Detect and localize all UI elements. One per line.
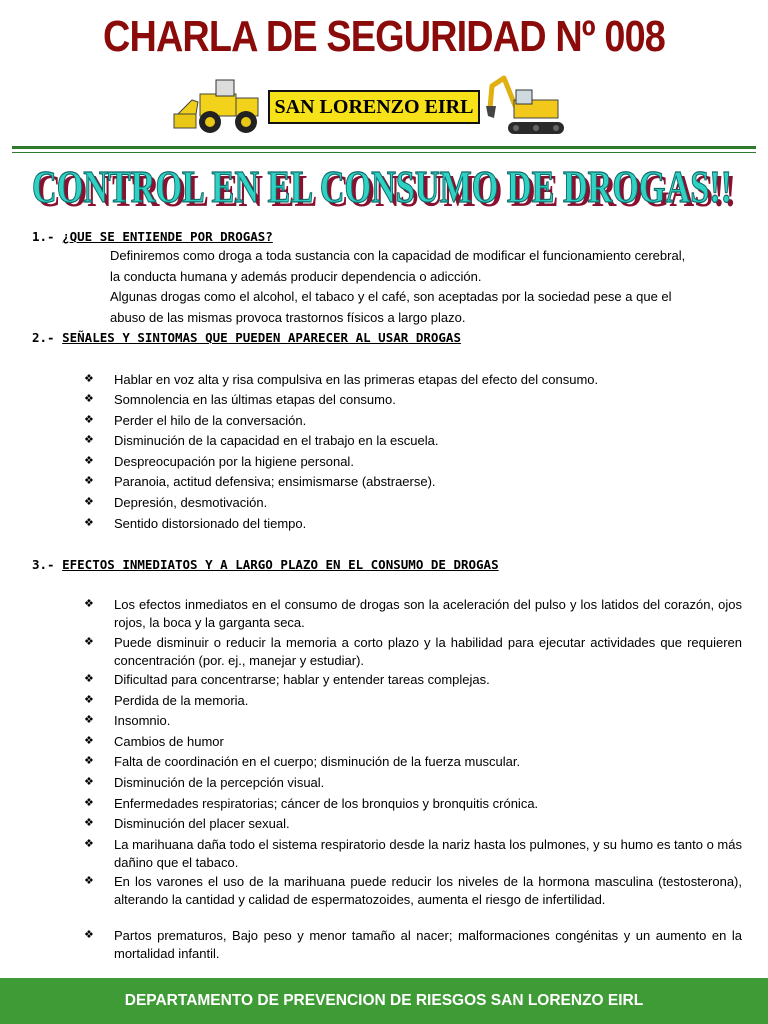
section1-line: Definiremos como droga a toda sustancia con la capacidad de modificar el funcionamiento cerebral,: [110, 248, 686, 263]
bullet-icon: ❖: [84, 373, 94, 385]
list-item: ❖ Disminución de la percepción visual.: [84, 775, 325, 790]
bullet-icon: ❖: [84, 929, 94, 941]
divider-line-thin: [12, 152, 756, 153]
list-item: ❖ Paranoia, actitud defensiva; ensimismarse (abstraerse).: [84, 474, 436, 489]
subtitle-banner: [14, 156, 754, 218]
bullet-icon: ❖: [84, 496, 94, 508]
section1-number: 1.-: [32, 229, 63, 244]
bullet-icon: ❖: [84, 393, 94, 405]
bullet-icon: ❖: [84, 636, 94, 648]
list-item: ❖ Despreocupación por la higiene personal.: [84, 454, 354, 469]
bullet-icon: ❖: [84, 714, 94, 726]
bullet-icon: ❖: [84, 517, 94, 529]
footer-banner: DEPARTAMENTO DE PREVENCION DE RIESGOS SAN LORENZO EIRL: [0, 978, 768, 1024]
list-item: ❖ Sentido distorsionado del tiempo.: [84, 516, 307, 531]
section2-heading: [32, 330, 461, 345]
bullet-icon: ❖: [84, 414, 94, 426]
bullet-icon: ❖: [84, 776, 94, 788]
bullet-icon: ❖: [84, 838, 94, 850]
list-item: ❖ La marihuana daña todo el sistema respiratorio desde la nariz hasta los pulmones, y su humo es tanto o más dañino que el tabaco.: [84, 837, 742, 870]
list-item: ❖ Los efectos inmediatos en el consumo de drogas son la aceleración del pulso y los latidos del corazón, ojos rojos, la boca y la garganta seca.: [84, 597, 742, 630]
section1-heading-text: ¿QUE SE ENTIENDE POR DROGAS?: [62, 229, 273, 244]
bullet-icon: ❖: [84, 455, 94, 467]
bullet-icon: ❖: [84, 755, 94, 767]
list-item: ❖ Puede disminuir o reducir la memoria a corto plazo y la habilidad para ejecutar actividades que requieren concentración (por. ej., manejar y estudiar).: [84, 635, 742, 668]
section3-number: 3.-: [32, 557, 63, 572]
list-item: ❖ Somnolencia en las últimas etapas del consumo.: [84, 392, 396, 407]
list-item: ❖ Perder el hilo de la conversación.: [84, 413, 307, 428]
subtitle-text: CONTROL EN EL CONSUMO DE DROGAS!!: [32, 161, 732, 212]
list-item: ❖ Partos prematuros, Bajo peso y menor tamaño al nacer; malformaciones congénitas y un aumento en la mortalidad infantil.: [84, 928, 742, 961]
bullet-icon: ❖: [84, 735, 94, 747]
bullet-icon: ❖: [84, 875, 94, 887]
list-item: ❖ Enfermedades respiratorias; cáncer de los bronquios y bronquitis crónica.: [84, 796, 539, 811]
list-item: ❖ En los varones el uso de la marihuana puede reducir los niveles de la hormona masculina (testosterona), alterando la cantidad y calidad de espermatozoides, aumenta el riesgo de infertilidad.: [84, 874, 742, 907]
list-item: ❖ Hablar en voz alta y risa compulsiva en las primeras etapas del efecto del consumo.: [84, 372, 599, 387]
section1-body: [110, 246, 740, 328]
bullet-icon: ❖: [84, 673, 94, 685]
subtitle-shadow: CONTROL EN EL CONSUMO DE DROGAS!!: [36, 165, 736, 216]
section3-heading: [32, 557, 499, 572]
header-row: [0, 72, 768, 142]
bullet-icon: ❖: [84, 817, 94, 829]
list-item: ❖ Depresión, desmotivación.: [84, 495, 268, 510]
list-item: ❖ Perdida de la memoria.: [84, 693, 249, 708]
wheel-loader-icon: [172, 76, 264, 136]
divider-line: [12, 146, 756, 149]
list-item: ❖ Disminución del placer sexual.: [84, 816, 290, 831]
bullet-icon: ❖: [84, 694, 94, 706]
list-item: ❖ Disminución de la capacidad en el trabajo en la escuela.: [84, 433, 439, 448]
page-title: CHARLA DE SEGURIDAD Nº 008: [103, 12, 665, 61]
list-item: ❖ Falta de coordinación en el cuerpo; disminución de la fuerza muscular.: [84, 754, 521, 769]
list-item: ❖ Dificultad para concentrarse; hablar y entender tareas complejas.: [84, 672, 490, 687]
section1-heading: [32, 229, 273, 244]
bullet-icon: ❖: [84, 475, 94, 487]
section2-number: 2.-: [32, 330, 63, 345]
section1-line: Algunas drogas como el alcohol, el tabaco y el café, son aceptadas por la sociedad pese a que el: [110, 289, 672, 304]
section1-line: la conducta humana y además producir dependencia o adicción.: [110, 268, 482, 284]
list-item: ❖ Insomnio.: [84, 713, 171, 728]
company-name-box: SAN LORENZO EIRL: [268, 90, 480, 124]
bullet-icon: ❖: [84, 598, 94, 610]
section1-line: abuso de las mismas provoca trastornos físicos a largo plazo.: [110, 309, 466, 325]
section2-heading-text: SEÑALES Y SINTOMAS QUE PUEDEN APARECER AL USAR DROGAS: [62, 330, 461, 345]
bullet-icon: ❖: [84, 797, 94, 809]
section3-heading-text: EFECTOS INMEDIATOS Y A LARGO PLAZO EN EL CONSUMO DE DROGAS: [62, 557, 499, 572]
bullet-icon: ❖: [84, 434, 94, 446]
excavator-icon: [486, 72, 566, 140]
list-item: ❖ Cambios de humor: [84, 734, 224, 749]
